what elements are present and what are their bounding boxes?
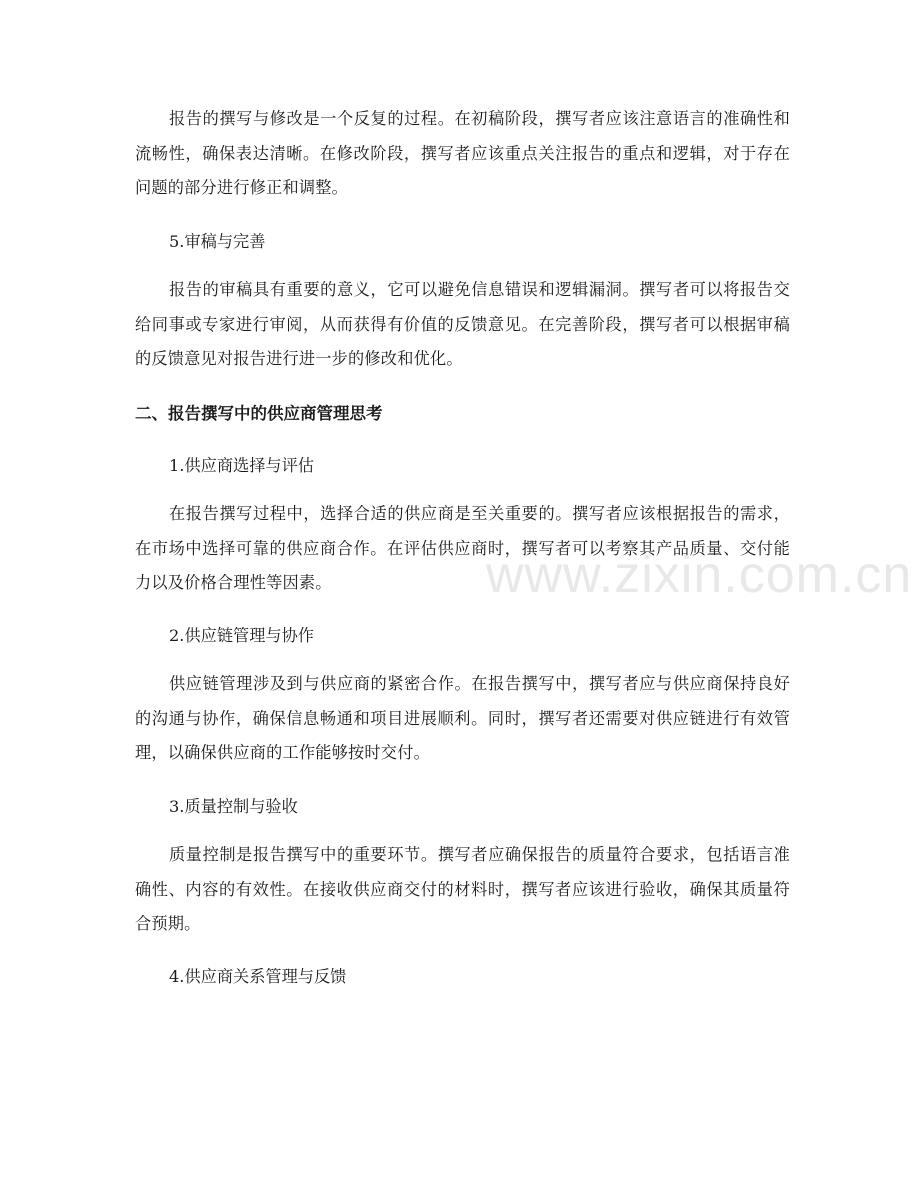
subheading-supplier-selection: 1.供应商选择与评估 (169, 456, 314, 475)
watermark: www.zixin.com.cn (486, 546, 913, 604)
subheading-supply-chain: 2.供应链管理与协作 (169, 626, 314, 645)
paragraph-quality-control: 质量控制是报告撰写中的重要环节。撰写者应确保报告的质量符合要求，包括语言准确性、内容的有效性。在接收供应商交付的材料时，撰写者应该进行验收，确保其质量符合预期。 (135, 845, 790, 933)
paragraph-revision: 报告的撰写与修改是一个反复的过程。在初稿阶段，撰写者应该注意语言的准确性和流畅性，确保表达清晰。在修改阶段，撰写者应该重点关注报告的重点和逻辑，对于存在问题的部分进行修正和调整。 (135, 109, 790, 197)
paragraph-supply-chain: 供应链管理涉及到与供应商的紧密合作。在报告撰写中，撰写者应与供应商保持良好的沟通与协作，确保信息畅通和项目进展顺利。同时，撰写者还需要对供应链进行有效管理，以确保供应商的工作能够按时交付。 (135, 674, 790, 762)
subheading-quality-control: 3.质量控制与验收 (169, 797, 298, 816)
paragraph-review: 报告的审稿具有重要的意义，它可以避免信息错误和逻辑漏洞。撰写者可以将报告交给同事或专家进行审阅，从而获得有价值的反馈意见。在完善阶段，撰写者可以根据审稿的反馈意见对报告进行进一步的修改和优化。 (135, 280, 790, 368)
subheading-supplier-relationship: 4.供应商关系管理与反馈 (169, 967, 347, 986)
paragraph-supplier-selection: 在报告撰写过程中，选择合适的供应商是至关重要的。撰写者应该根据报告的需求，在市场中选择可靠的供应商合作。在评估供应商时，撰写者可以考察其产品质量、交付能力以及价格合理性等因素。 (135, 504, 790, 592)
subheading-review-and-improvement: 5.审稿与完善 (169, 232, 266, 251)
section-heading-supplier-management: 二、报告撰写中的供应商管理思考 (135, 404, 383, 423)
